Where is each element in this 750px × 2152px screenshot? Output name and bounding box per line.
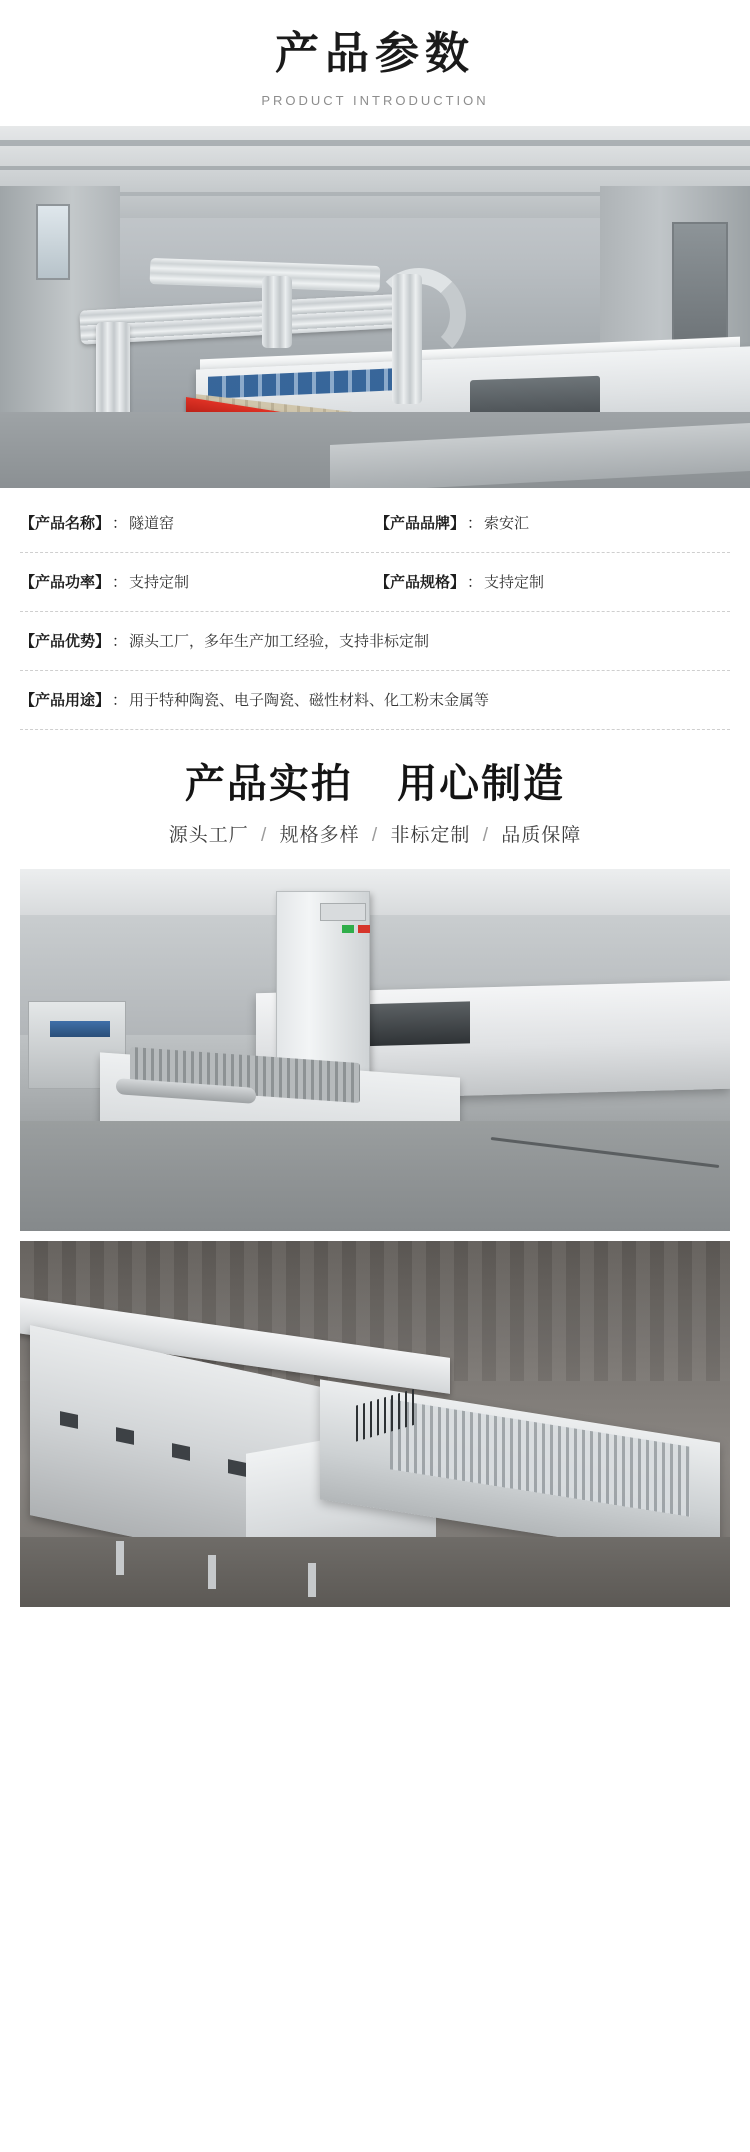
banner-sub-item-2: 非标定制 xyxy=(390,824,471,846)
spec-key: 【产品用途】 xyxy=(20,692,111,710)
spec-value: 用于特种陶瓷、电子陶瓷、磁性材料、化工粉末金属等 xyxy=(129,692,490,710)
table-row xyxy=(20,671,730,730)
support-leg xyxy=(308,1563,316,1597)
page-header xyxy=(0,0,750,126)
spec-key: 【产品品牌】 xyxy=(375,515,466,533)
spec-value: 隧道窑 xyxy=(129,515,175,533)
wall-door xyxy=(672,222,728,346)
banner-sub-separator: / xyxy=(482,824,489,846)
workshop-line-photo xyxy=(20,869,730,1231)
spec-item xyxy=(20,512,375,533)
banner-sub-separator: / xyxy=(261,824,268,846)
spec-key: 【产品优势】 xyxy=(20,633,111,651)
support-leg xyxy=(116,1541,124,1575)
ceiling-beam xyxy=(0,166,750,170)
spec-value: 支持定制 xyxy=(484,574,545,592)
indicator-light-red-icon xyxy=(358,925,370,933)
spec-item xyxy=(20,630,730,651)
page-title: 产品参数 xyxy=(275,29,475,78)
duct-vertical-right xyxy=(392,274,422,404)
banner-title-right: 用心制造 xyxy=(397,761,566,806)
table-row xyxy=(20,612,730,671)
banner-title xyxy=(0,760,750,808)
spec-separator: ： xyxy=(112,692,128,710)
table-row xyxy=(20,494,730,553)
table-row xyxy=(20,553,730,612)
section-banner xyxy=(0,734,750,861)
floor-area xyxy=(20,1121,730,1231)
spec-separator: ： xyxy=(112,633,128,651)
spec-separator: ： xyxy=(467,515,483,533)
spec-key: 【产品功率】 xyxy=(20,574,111,592)
duct-vertical-mid xyxy=(262,276,292,348)
banner-sub-separator: / xyxy=(371,824,379,846)
spec-separator: ： xyxy=(112,574,128,592)
spec-item xyxy=(20,571,375,592)
hero-product-photo xyxy=(0,126,750,488)
spec-key: 【产品规格】 xyxy=(375,574,466,592)
banner-subtitle xyxy=(0,820,750,847)
spec-item xyxy=(20,689,730,710)
banner-sub-item-1: 规格多样 xyxy=(279,824,360,846)
support-leg xyxy=(208,1555,216,1589)
banner-title-left: 产品实拍 xyxy=(184,761,353,806)
spec-separator: ： xyxy=(467,574,483,592)
page-subtitle: PRODUCT INTRODUCTION xyxy=(261,92,489,108)
spec-table xyxy=(0,488,750,734)
spec-item xyxy=(375,571,730,592)
kiln-exterior-photo xyxy=(20,1241,730,1607)
spec-value: 支持定制 xyxy=(129,574,190,592)
spec-value: 索安汇 xyxy=(484,515,530,533)
ceiling-beam xyxy=(0,140,750,146)
spec-key: 【产品名称】 xyxy=(20,515,111,533)
banner-sub-item-3: 品质保障 xyxy=(501,824,582,846)
ground-area xyxy=(20,1537,730,1607)
cabinet-display-panel xyxy=(320,903,366,921)
spec-item xyxy=(375,512,730,533)
wall-window xyxy=(36,204,70,280)
banner-sub-item-0: 源头工厂 xyxy=(168,824,249,846)
machine-blue-panel xyxy=(50,1021,110,1037)
spec-separator: ： xyxy=(112,515,128,533)
indicator-light-green-icon xyxy=(342,925,354,933)
spec-value: 源头工厂，多年生产加工经验，支持非标定制 xyxy=(129,633,430,651)
